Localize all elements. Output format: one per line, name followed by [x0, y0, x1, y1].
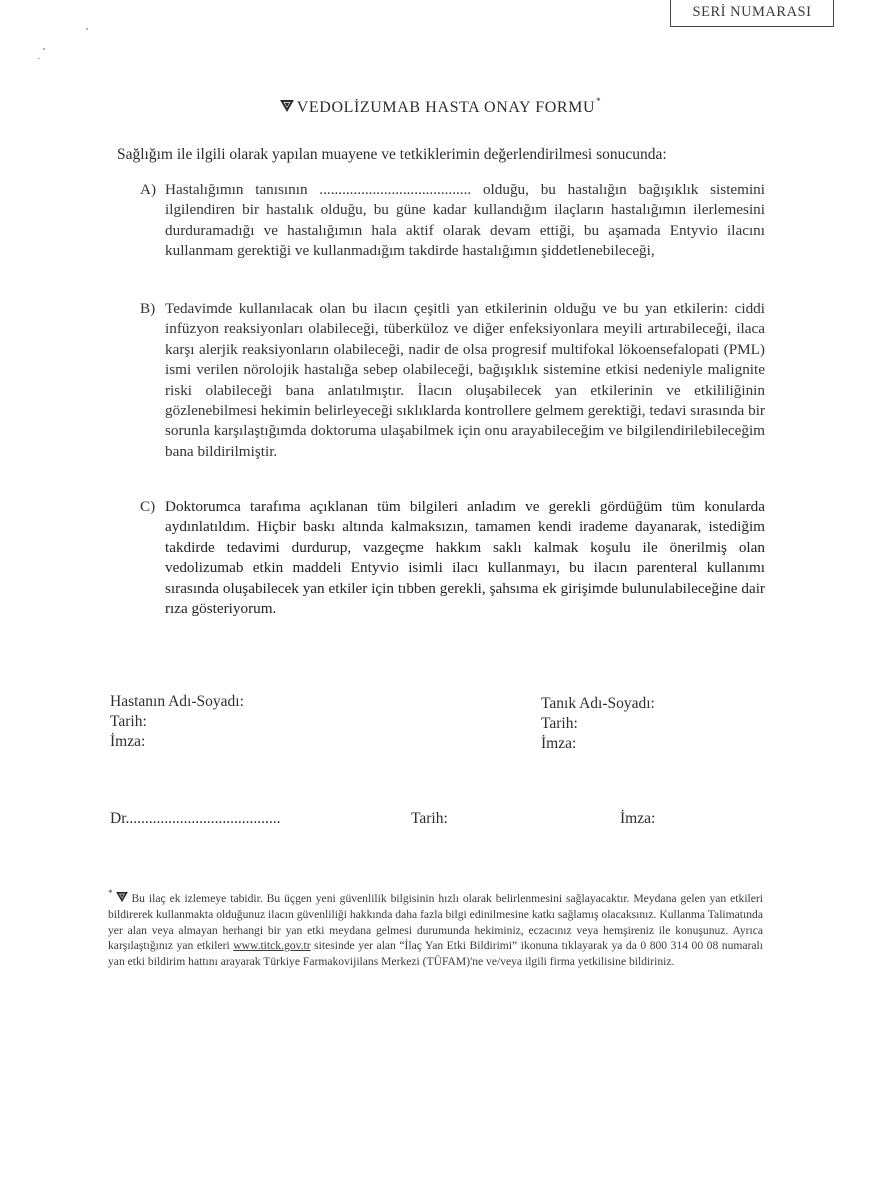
scan-speck: [38, 58, 40, 59]
title-footnote-mark: *: [596, 96, 602, 106]
doctor-date-field[interactable]: Tarih:: [411, 810, 448, 827]
footnote-text-1: Bu ilaç ek izlemeye tabidir. Bu üçgen yeni güvenlilik bilgisinin hızlı olarak belirlenmesini sağlayacaktır. Meydana gelen yan etkileri bildirerek kullanmakta olduğunuz ilacın güvenliliği hakkında daha fazla bilgi edinilmesine katkı sağlamış olacaksınız. Kullanma Talimatında yer alan veya almayan herhangi bir yan etki meydana gelmesi durumunda hekiminiz, eczacınız veya hemşireniz ile konuşunuz. Ayrıca karşılaştığınız yan etkileri: [108, 892, 763, 953]
footnote: [108, 886, 763, 969]
patient-signature-field[interactable]: İmza:: [110, 733, 146, 750]
doctor-signature-field[interactable]: İmza:: [620, 810, 656, 827]
footnote-text-2: sitesinde yer alan “İlaç Yan Etki Bildirimi” ikonuna tıklayarak ya da 0 800 314 00 08 numaralı yan etki bildirim hattını arayarak Türkiye Farmakovijilans Merkezi (TÜFAM)'ne ve/veya ilgili firma yetkilisine bildiriniz.: [108, 939, 763, 968]
witness-date-field[interactable]: Tarih:: [541, 715, 578, 732]
intro-paragraph: Sağlığım ile ilgili olarak yapılan muayene ve tetkiklerimin değerlendirilmesi sonucunda:: [117, 146, 667, 163]
form-title-text: VEDOLİZUMAB HASTA ONAY FORMU: [296, 99, 596, 116]
consent-item-a: [140, 180, 765, 262]
patient-date-field[interactable]: Tarih:: [110, 713, 147, 730]
consent-item-b: [140, 299, 765, 462]
titck-link[interactable]: www.titck.gov.tr: [233, 939, 311, 953]
footnote-star: *: [108, 888, 113, 898]
doctor-name-field[interactable]: Dr........................................: [110, 810, 281, 827]
item-text: Tedavimde kullanılacak olan bu ilacın çeşitli yan etkilerinin olduğu ve bu yan etkilerin: ciddi infüzyon reaksiyonları olabileceği, tüberküloz ve diğer enfeksiyonlara meyili artırabileceği, ilaca karşı alerjik reaksiyonların olabileceği, nadir de olsa progresif multifokal lökoensefalopati (PML) ismi verilen nörolojik hastalığa sebep olabileceği, bağışıklık sistemine etkisi nedeniyle malignite riski olabileceği bana anlatılmıştır. İlacın oluşabilecek yan etkilerinin ve etkililiğinin gözlenebilmesi hekimin belirleyeceği sıklıklarda kontrollere gelmem gerektiği, tedavi sırasında bir sorunla karşılaştığımda doktoruma ulaşabilmek için onu arayabileceğim ve bilgilendirilebileceğim bana bildirilmiştir.: [165, 300, 765, 460]
item-letter: B): [140, 300, 156, 317]
patient-signature-block: [110, 692, 244, 752]
serial-number-box: SERİ NUMARASI: [670, 0, 834, 27]
form-title: [0, 96, 881, 118]
witness-name-field[interactable]: Tanık Adı-Soyadı:: [541, 695, 655, 712]
witness-signature-field[interactable]: İmza:: [541, 735, 577, 752]
item-letter: A): [140, 181, 157, 198]
item-letter: C): [140, 498, 156, 515]
witness-signature-block: [541, 694, 655, 754]
patient-name-field[interactable]: Hastanın Adı-Soyadı:: [110, 693, 244, 710]
scan-speck: [43, 48, 45, 50]
item-text: Doktorumca tarafıma açıklanan tüm bilgileri anladım ve gerekli gördüğüm tüm konularda aydınlatıldım. Hiçbir baskı altında kalmaksızın, tamamen kendi irademe dayanarak, istediğim takdirde tedavimi durdurup, vazgeçme hakkım saklı kalmak koşulu ile önerilmiş olan vedolizumab etkin maddeli Entyvio isimli ilacı kullanmayı, bu ilacın parenteral kullanımı sırasında oluşabilecek yan etkiler için tıbben gerekli, şahsıma ek girişimde bulunulabileceğine dair rıza gösteriyorum.: [165, 498, 765, 618]
black-triangle-icon: [280, 100, 294, 118]
black-triangle-icon: [116, 892, 128, 907]
consent-item-c: [140, 497, 765, 619]
scan-speck: [86, 28, 88, 30]
item-text: Hastalığımın tanısının ........................................ olduğu, bu hastalığın bağışıklık sistemini ilgilendiren bir hastalık olduğu, bu güne kadar kullandığım ilaçların hastalığımın ilerlemesini durduramadığı ve hastalığımın hala aktif olarak devam ettiği, bu aşamada Entyvio ilacını kullanmam gerektiği ve kullanmadığım takdirde hastalığımın şiddetlenebileceği,: [165, 181, 765, 260]
